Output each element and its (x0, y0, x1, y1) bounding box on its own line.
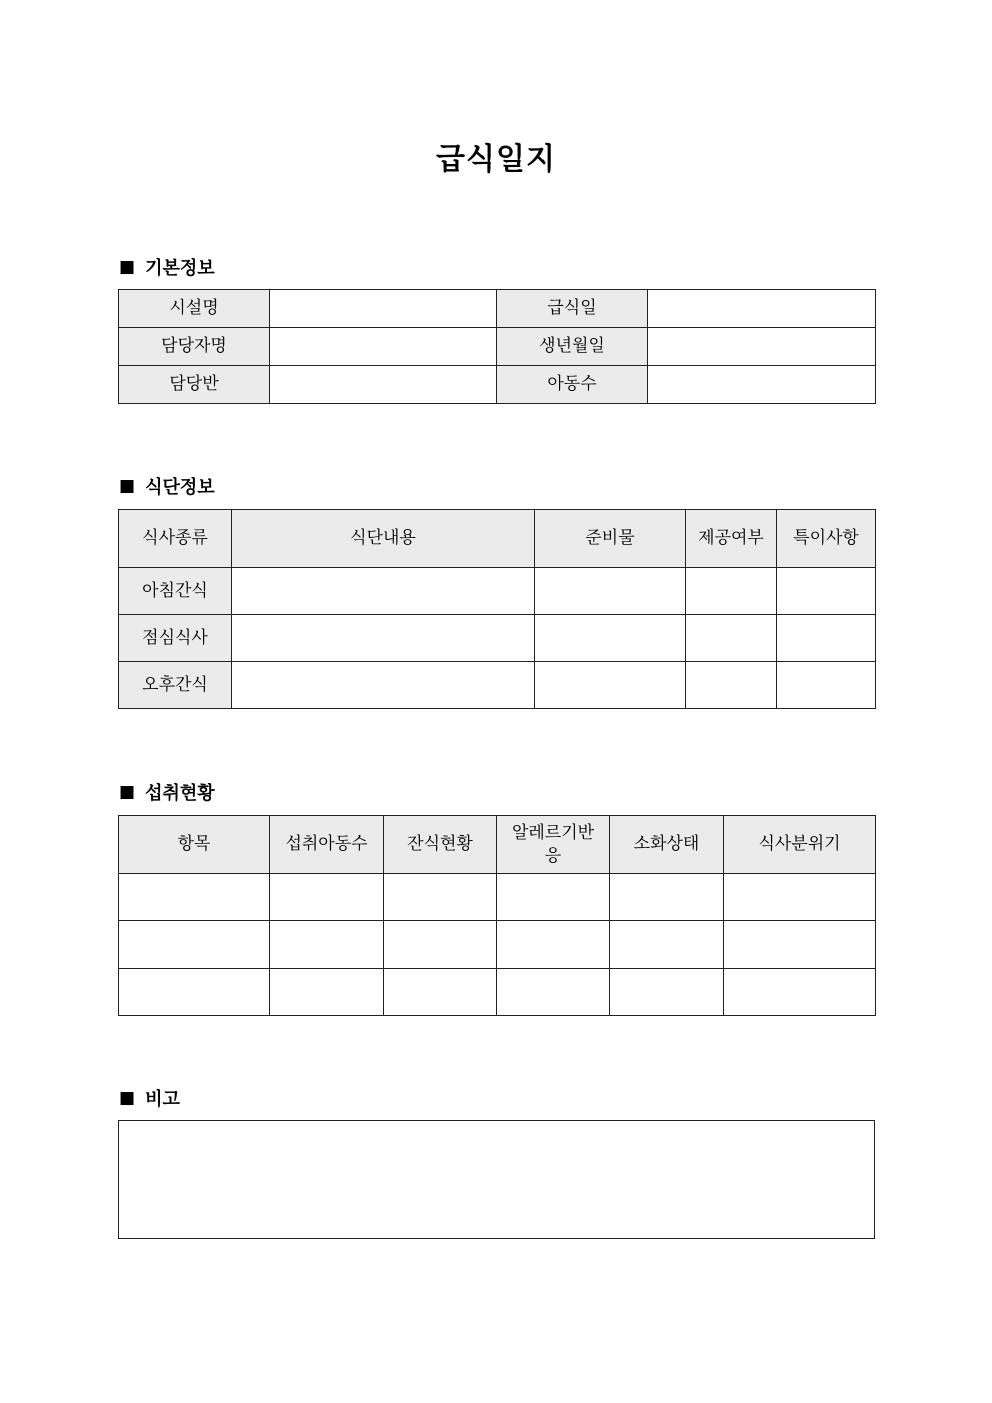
table-cell[interactable] (724, 921, 876, 969)
table-cell[interactable] (497, 874, 610, 921)
table-row (119, 290, 876, 328)
table-cell[interactable] (232, 615, 535, 662)
birth-date-field[interactable] (648, 328, 876, 366)
table-cell[interactable] (270, 874, 384, 921)
table-row (119, 662, 876, 709)
column-header: 특이사항 (777, 510, 876, 568)
manager-name-field[interactable] (270, 328, 497, 366)
table-cell[interactable] (497, 969, 610, 1016)
table-cell[interactable] (686, 568, 777, 615)
child-count-field[interactable] (648, 366, 876, 404)
column-header: 식사종류 (119, 510, 232, 568)
class-field[interactable] (270, 366, 497, 404)
table-cell[interactable] (270, 921, 384, 969)
table-cell[interactable] (610, 969, 724, 1016)
table-cell[interactable] (777, 662, 876, 709)
label-cell: 담당반 (119, 366, 270, 404)
facility-name-field[interactable] (270, 290, 497, 328)
square-bullet-icon: ■ (119, 1088, 136, 1108)
column-header: 식사분위기 (724, 816, 876, 874)
table-cell[interactable] (535, 568, 686, 615)
column-header: 섭취아동수 (270, 816, 384, 874)
table-cell[interactable] (119, 874, 270, 921)
label-cell: 생년월일 (497, 328, 648, 366)
square-bullet-icon: ■ (119, 782, 136, 802)
section-heading-menu (119, 473, 215, 499)
square-bullet-icon: ■ (119, 257, 136, 277)
table-header-row (119, 816, 876, 874)
table-row (119, 568, 876, 615)
meal-date-field[interactable] (648, 290, 876, 328)
table-cell[interactable] (270, 969, 384, 1016)
notes-field[interactable] (118, 1120, 875, 1239)
meal-type-label: 오후간식 (119, 662, 232, 709)
label-cell: 아동수 (497, 366, 648, 404)
table-cell[interactable] (686, 615, 777, 662)
table-row (119, 615, 876, 662)
column-header: 준비물 (535, 510, 686, 568)
table-cell[interactable] (686, 662, 777, 709)
intake-status-table (118, 815, 876, 1016)
basic-info-table (118, 289, 876, 404)
table-cell[interactable] (119, 921, 270, 969)
table-cell[interactable] (610, 921, 724, 969)
table-cell[interactable] (497, 921, 610, 969)
table-row (119, 969, 876, 1016)
table-cell[interactable] (384, 969, 497, 1016)
section-heading-basic (119, 254, 215, 280)
table-row (119, 328, 876, 366)
table-cell[interactable] (232, 662, 535, 709)
table-cell[interactable] (610, 874, 724, 921)
label-cell: 급식일 (497, 290, 648, 328)
section-heading-intake (119, 779, 215, 805)
column-header: 소화상태 (610, 816, 724, 874)
section-title: 식단정보 (145, 477, 215, 498)
table-cell[interactable] (777, 568, 876, 615)
table-cell[interactable] (724, 874, 876, 921)
table-cell[interactable] (535, 662, 686, 709)
meal-type-label: 점심식사 (119, 615, 232, 662)
table-cell[interactable] (232, 568, 535, 615)
section-title: 섭취현황 (145, 783, 215, 804)
page-title: 급식일지 (436, 142, 556, 177)
table-cell[interactable] (384, 874, 497, 921)
table-row (119, 874, 876, 921)
table-cell[interactable] (777, 615, 876, 662)
column-header: 식단내용 (232, 510, 535, 568)
table-cell[interactable] (119, 969, 270, 1016)
table-row (119, 366, 876, 404)
label-cell: 시설명 (119, 290, 270, 328)
table-cell[interactable] (724, 969, 876, 1016)
table-cell[interactable] (384, 921, 497, 969)
section-title: 기본정보 (145, 258, 215, 279)
column-header: 알레르기반응 (497, 816, 610, 874)
table-header-row (119, 510, 876, 568)
column-header: 제공여부 (686, 510, 777, 568)
meal-type-label: 아침간식 (119, 568, 232, 615)
section-heading-notes (119, 1085, 180, 1111)
square-bullet-icon: ■ (119, 476, 136, 496)
column-header: 잔식현황 (384, 816, 497, 874)
label-cell: 담당자명 (119, 328, 270, 366)
table-cell[interactable] (535, 615, 686, 662)
section-title: 비고 (145, 1089, 180, 1110)
table-row (119, 921, 876, 969)
column-header: 항목 (119, 816, 270, 874)
menu-info-table (118, 509, 876, 709)
